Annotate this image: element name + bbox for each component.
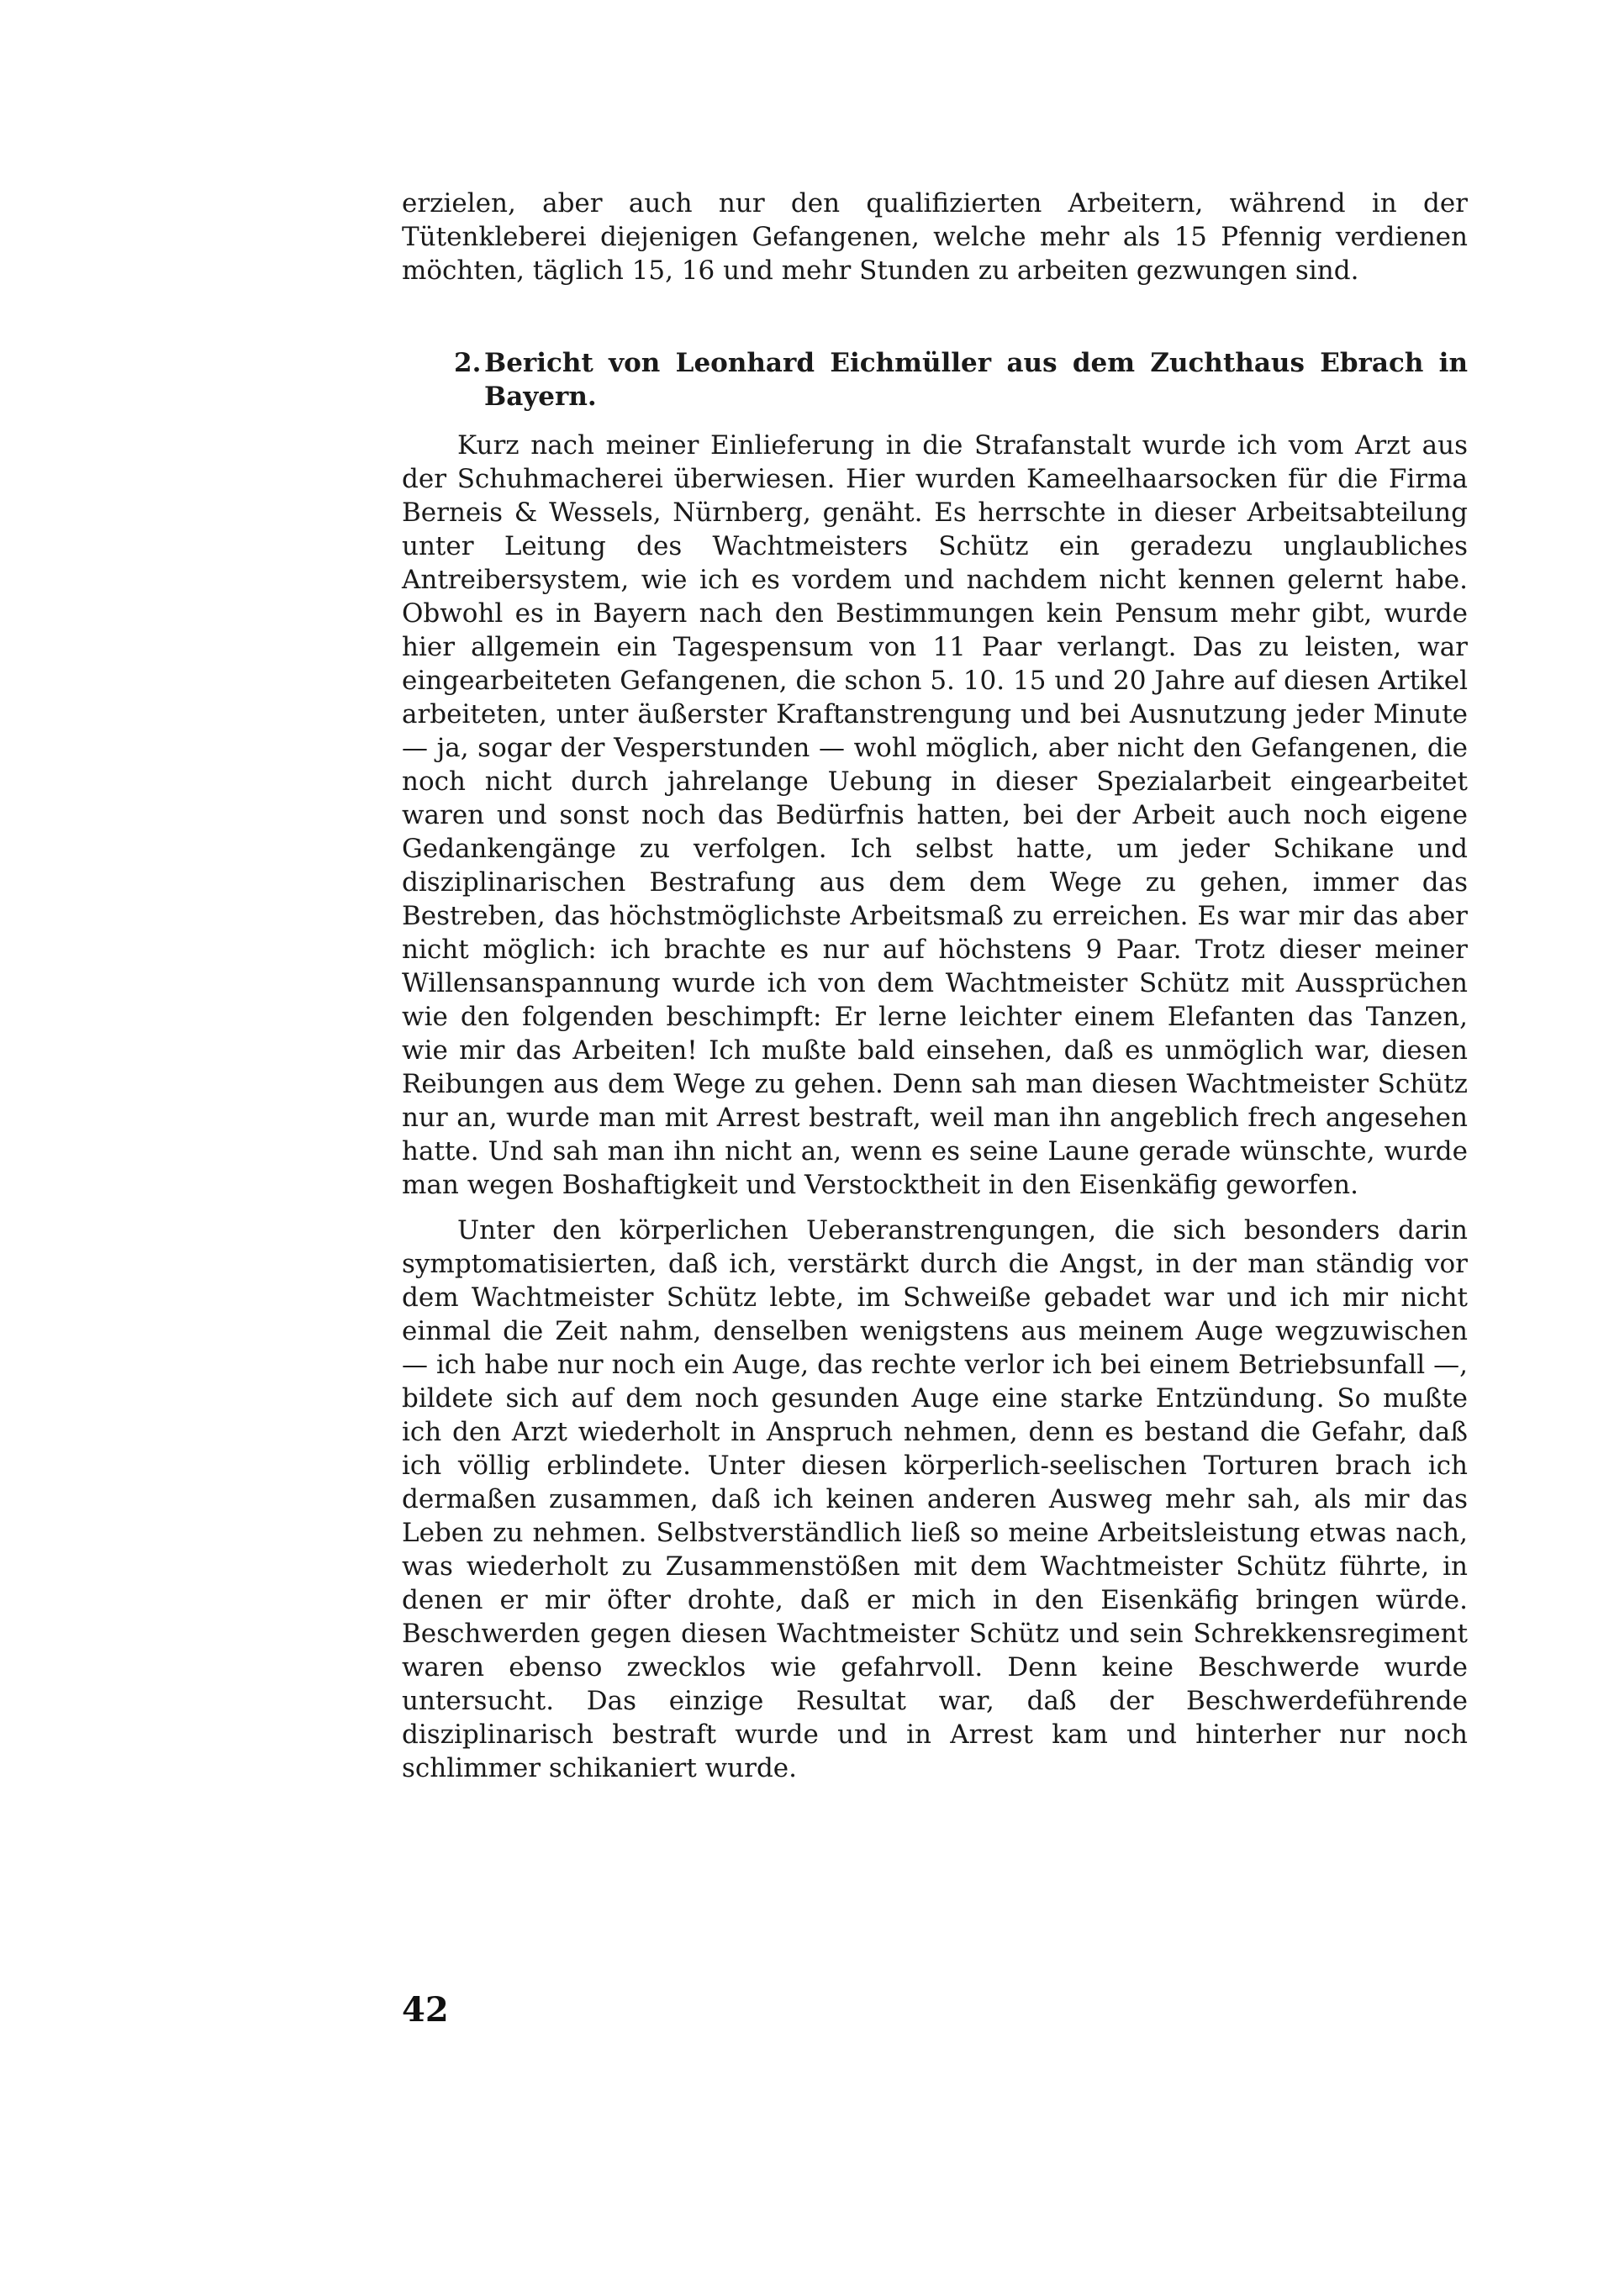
body-paragraph-1: Kurz nach meiner Einlieferung in die Strafanstalt wurde ich vom Arzt aus der Schuhmacherei überwiesen. Hier wurden Kameelhaarsocken für die Firma Berneis & Wessels, Nürnberg, genäht. Es herrschte in dieser Arbeitsabteilung unter Leitung des Wachtmeisters Schütz ein geradezu unglaubliches Antreibersystem, wie ich es vordem und nachdem nicht kennen gelernt habe. Obwohl es in Bayern nach den Bestimmungen kein Pensum mehr gibt, wurde hier allgemein ein Tagespensum von 11 Paar verlangt. Das zu leisten, war eingearbeiteten Gefangenen, die schon 5. 10. 15 und 20 Jahre auf diesen Artikel arbeiteten, unter äußerster Kraftanstrengung und bei Ausnutzung jeder Minute — ja, sogar der Vesperstunden — wohl möglich, aber nicht den Gefangenen, die noch nicht durch jahrelange Uebung in dieser Spezialarbeit eingearbeitet waren und sonst noch das Bedürfnis hatten, bei der Arbeit auch noch eigene Gedankengänge zu verfolgen. Ich selbst hatte, um jeder Schikane und disziplinarischen Bestrafung aus dem dem Wege zu gehen, immer das Bestreben, das höchstmöglichste Arbeitsmaß zu erreichen. Es war mir das aber nicht möglich: ich brachte es nur auf höchstens 9 Paar. Trotz dieser meiner Willensanspannung wurde ich von dem Wachtmeister Schütz mit Aussprüchen wie den folgenden beschimpft: Er lerne leichter einem Elefanten das Tanzen, wie mir das Arbeiten! Ich mußte bald einsehen, daß es unmöglich war, diesen Reibungen aus dem Wege zu gehen. Denn sah man diesen Wachtmeister Schütz nur an, wurde man mit Arrest bestraft, weil man ihn angeblich frech angesehen hatte. Und sah man ihn nicht an, wenn es seine Laune gerade wünschte, wurde man wegen Boshaftigkeit und Verstocktheit in den Eisenkäfig geworfen. xyxy=(402,430,1468,1200)
intro-paragraph: erzielen, aber auch nur den qualifizierten Arbeitern, während in der Tütenkleberei diejenigen Gefangenen, welche mehr als 15 Pfennig verdienen möchten, täglich 15, 16 und mehr Stunden zu arbeiten gezwungen sind. xyxy=(402,188,1468,286)
section-title: Bericht von Leonhard Eichmüller aus dem Zuchthaus Ebrach in Bayern. xyxy=(484,348,1468,412)
text-column xyxy=(402,187,1468,1785)
body-paragraph-2: Unter den körperlichen Ueberanstrengungen, die sich besonders darin symptomatisierten, daß ich, verstärkt durch die Angst, in der man ständig vor dem Wachtmeister Schütz lebte, im Schweiße gebadet war und ich mir nicht einmal die Zeit nahm, denselben wenigstens aus meinem Auge wegzuwischen — ich habe nur noch ein Auge, das rechte verlor ich bei einem Betriebsunfall —, bildete sich auf dem noch gesunden Auge eine starke Entzündung. So mußte ich den Arzt wiederholt in Anspruch nehmen, denn es bestand die Gefahr, daß ich völlig erblindete. Unter diesen körperlich-seelischen Torturen brach ich dermaßen zusammen, daß ich keinen anderen Ausweg mehr sah, als mir das Leben zu nehmen. Selbstverständlich ließ so meine Arbeitsleistung etwas nach, was wiederholt zu Zusammenstößen mit dem Wachtmeister Schütz führte, in denen er mir öfter drohte, daß er mich in den Eisenkäfig bringen würde. Beschwerden gegen diesen Wachtmeister Schütz und sein Schrekkensregiment waren ebenso zwecklos wie gefahrvoll. Denn keine Beschwerde wurde untersucht. Das einzige Resultat war, daß der Beschwerdeführende disziplinarisch bestraft wurde und in Arrest kam und hinterher nur noch schlimmer schikaniert wurde. xyxy=(402,1215,1468,1783)
section-number: 2. xyxy=(454,348,482,378)
section-heading xyxy=(402,346,1468,413)
page-number: 42 xyxy=(402,1990,449,2030)
